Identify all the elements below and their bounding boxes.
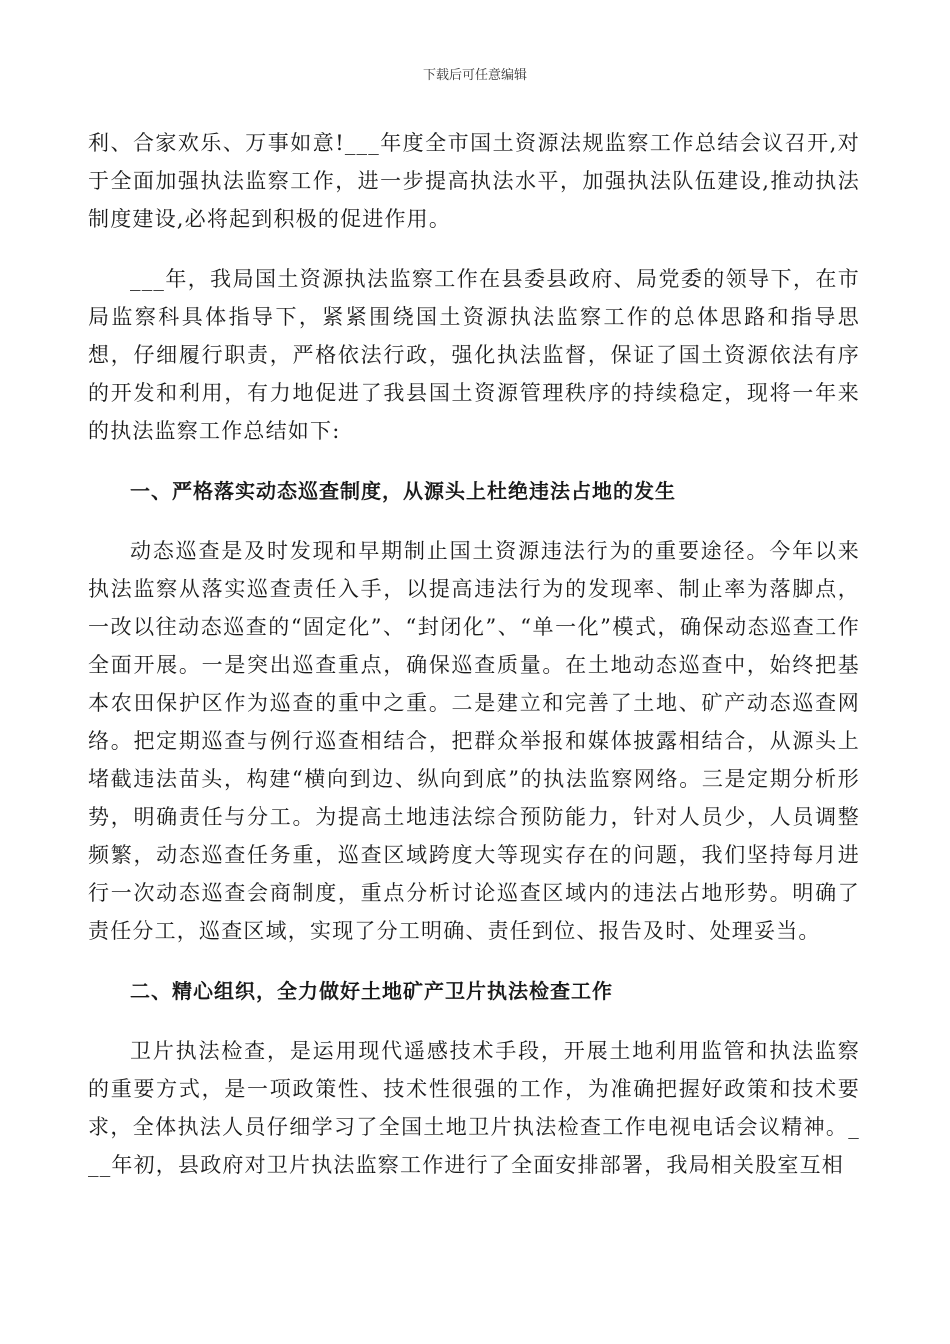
paragraph-gap bbox=[88, 950, 860, 972]
paragraph-gap bbox=[88, 238, 860, 260]
document-body bbox=[88, 124, 860, 1184]
paragraph-gap bbox=[88, 510, 860, 532]
section-heading-1: 一、严格落实动态巡查制度，从源头上杜绝违法占地的发生 bbox=[130, 479, 676, 503]
paragraph-gap bbox=[88, 450, 860, 472]
paragraph-intro: ___年，我局国土资源执法监察工作在县委县政府、局党委的领导下，在市局监察科具体指导下，紧紧围绕国土资源执法监察工作的总体思路和指导思想，仔细履行职责，严格依法行政，强化执法监督，保证了国土资源依法有序的开发和利用，有力地促进了我县国土资源管理秩序的持续稳定，现将一年来的执法监察工作总结如下: bbox=[88, 267, 860, 443]
paragraph-continuation: 利、合家欢乐、万事如意!___年度全市国土资源法规监察工作总结会议召开,对于全面加强执法监察工作，进一步提高执法水平，加强执法队伍建设,推动执法制度建设,必将起到积极的促进作用。 bbox=[88, 131, 860, 231]
paragraph-section-2: 卫片执法检查，是运用现代遥感技术手段，开展土地利用监管和执法监察的重要方式，是一项政策性、技术性很强的工作，为准确把握好政策和技术要求，全体执法人员仔细学习了全国土地卫片执法检查工作电视电话会议精神。___年初，县政府对卫片执法监察工作进行了全面安排部署，我局相关股室互相 bbox=[88, 1039, 860, 1177]
page-header-note: 下载后可任意编辑 bbox=[422, 68, 527, 83]
section-heading-2: 二、精心组织，全力做好土地矿产卫片执法检查工作 bbox=[130, 979, 613, 1003]
paragraph-section-1: 动态巡查是及时发现和早期制止国土资源违法行为的重要途径。今年以来执法监察从落实巡查责任入手，以提高违法行为的发现率、制止率为落脚点，一改以往动态巡查的“固定化”、“封闭化”、“单一化”模式，确保动态巡查工作全面开展。一是突出巡查重点，确保巡查质量。在土地动态巡查中，始终把基本农田保护区作为巡查的重中之重。二是建立和完善了土地、矿产动态巡查网络。把定期巡查与例行巡查相结合，把群众举报和媒体披露相结合，从源头上堵截违法苗头，构建“横向到边、纵向到底”的执法监察网络。三是定期分析形势，明确责任与分工。为提高土地违法综合预防能力，针对人员少，人员调整频繁，动态巡查任务重，巡查区域跨度大等现实存在的问题，我们坚持每月进行一次动态巡查会商制度，重点分析讨论巡查区域内的违法占地形势。明确了责任分工，巡查区域，实现了分工明确、责任到位、报告及时、处理妥当。 bbox=[88, 539, 860, 943]
paragraph-gap bbox=[88, 1010, 860, 1032]
